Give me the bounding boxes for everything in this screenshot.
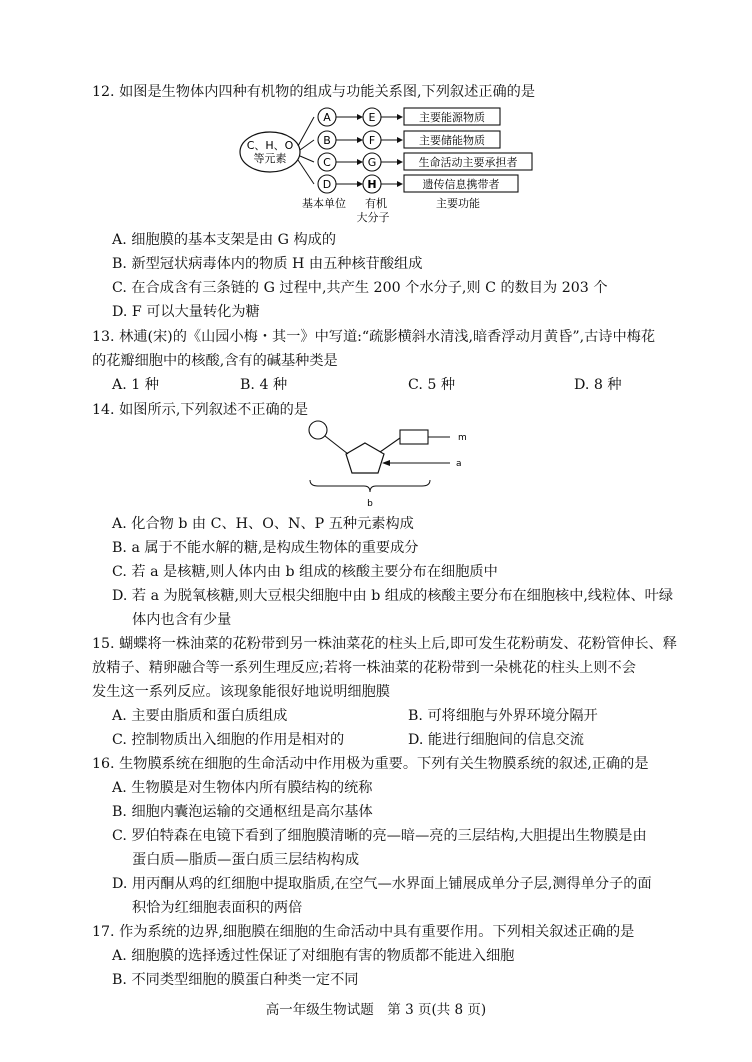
- unit-d: [318, 175, 336, 193]
- q16-option-a: A. 生物膜是对生物体内所有膜结构的统称: [112, 780, 373, 796]
- svg-text:D: D: [322, 178, 332, 191]
- q16-option-c: C. 罗伯特森在电镜下看到了细胞膜清晰的亮—暗—亮的三层结构,大胆提出生物膜是由: [112, 828, 647, 844]
- svg-text:主要储能物质: 主要储能物质: [419, 134, 485, 147]
- svg-text:主要能源物质: 主要能源物质: [419, 111, 485, 124]
- svg-text:遗传信息携带者: 遗传信息携带者: [422, 178, 500, 191]
- svg-text:A: A: [323, 111, 331, 124]
- q14-option-c: C. 若 a 是核糖,则人体内由 b 组成的核酸主要分布在细胞质中: [112, 564, 498, 580]
- label-unit: 基本单位: [302, 197, 346, 210]
- q13-option-b: B. 4 种: [240, 377, 288, 393]
- q17-option-b: B. 不同类型细胞的膜蛋白种类一定不同: [112, 972, 359, 988]
- label-function: 主要功能: [436, 197, 480, 210]
- q14-option-d-cont: 体内也含有少量: [132, 612, 232, 628]
- q16-stem: 16. 生物膜系统在细胞的生命活动中作用极为重要。下列有关生物膜系统的叙述,正确的是: [92, 756, 649, 772]
- label-b: b: [367, 499, 373, 509]
- macro-h: [363, 175, 381, 193]
- macro-f: [363, 131, 381, 149]
- q15-option-b: B. 可将细胞与外界环境分隔开: [408, 708, 598, 724]
- svg-text:G: G: [367, 156, 377, 169]
- q12-diagram: [236, 104, 546, 226]
- q17-option-a: A. 细胞膜的选择透过性保证了对细胞有害的物质都不能进入细胞: [112, 948, 515, 964]
- q14-option-d: D. 若 a 为脱氧核糖,则大豆根尖细胞中由 b 组成的核酸主要分布在细胞核中,线粒体、叶绿: [112, 588, 674, 604]
- svg-text:H: H: [367, 178, 377, 191]
- macro-g: [363, 153, 381, 171]
- q12-option-c: C. 在合成含有三条链的 G 过程中,共产生 200 个水分子,则 C 的数目为 203 个: [112, 280, 608, 296]
- q16-option-b: B. 细胞内囊泡运输的交通枢纽是高尔基体: [112, 804, 373, 820]
- label-macro-1: 有机: [365, 197, 387, 210]
- function-box-3: [404, 153, 532, 170]
- q12-option-d: D. F 可以大量转化为糖: [112, 304, 260, 320]
- label-m: m: [458, 433, 467, 443]
- page-footer: 高一年级生物试题 第 3 页(共 8 页): [265, 1002, 487, 1018]
- q13-stem-2: 的花瓣细胞中的核酸,含有的碱基种类是: [92, 353, 338, 369]
- unit-b: [318, 131, 336, 149]
- q14-option-a: A. 化合物 b 由 C、H、O、N、P 五种元素构成: [112, 516, 414, 532]
- q14-nucleotide-diagram: [300, 418, 480, 510]
- q13-option-c: C. 5 种: [408, 377, 456, 393]
- q12-option-b: B. 新型冠状病毒体内的物质 H 由五种核苷酸组成: [112, 256, 423, 272]
- pentose-pentagon: [346, 443, 384, 473]
- q15-stem-1: 15. 蝴蝶将一株油菜的花粉带到另一株油菜花的柱头上后,即可发生花粉萌发、花粉管伸长、释: [92, 636, 677, 652]
- svg-text:E: E: [368, 111, 376, 124]
- elements-label-2: 等元素: [253, 152, 287, 165]
- function-box-2: [404, 131, 500, 148]
- q12-stem: 12. 如图是生物体内四种有机物的组成与功能关系图,下列叙述正确的是: [92, 84, 536, 100]
- q15-option-d: D. 能进行细胞间的信息交流: [408, 732, 584, 748]
- q15-option-c: C. 控制物质出入细胞的作用是相对的: [112, 732, 345, 748]
- q15-option-a: A. 主要由脂质和蛋白质组成: [112, 708, 288, 724]
- unit-a: [318, 108, 336, 126]
- elements-label: C、H、O: [246, 139, 294, 152]
- label-a: a: [456, 459, 462, 469]
- q13-option-a: A. 1 种: [112, 377, 159, 393]
- q14-stem: 14. 如图所示,下列叙述不正确的是: [92, 402, 309, 418]
- q12-option-a: A. 细胞膜的基本支架是由 G 构成的: [112, 232, 337, 248]
- q17-stem: 17. 作为系统的边界,细胞膜在细胞的生命活动中具有重要作用。下列相关叙述正确的是: [92, 924, 635, 940]
- svg-text:生命活动主要承担者: 生命活动主要承担者: [418, 156, 518, 169]
- q13-stem-1: 13. 林逋(宋)的《山园小梅・其一》中写道:“疏影横斜水清浅,暗香浮动月黄昏”,古诗中梅花: [92, 329, 656, 345]
- q15-stem-3: 发生这一系列反应。该现象能很好地说明细胞膜: [92, 684, 390, 700]
- base-rectangle: [400, 430, 428, 444]
- svg-text:F: F: [368, 134, 376, 147]
- unit-c: [318, 153, 336, 171]
- svg-text:C: C: [323, 156, 331, 169]
- q16-option-d-cont: 积恰为红细胞表面积的两倍: [132, 900, 303, 916]
- q13-option-d: D. 8 种: [574, 377, 622, 393]
- function-box-1: [404, 108, 500, 125]
- q16-option-d: D. 用丙酮从鸡的红细胞中提取脂质,在空气—水界面上铺展成单分子层,测得单分子的面: [112, 876, 652, 892]
- macro-e: [363, 108, 381, 126]
- phosphate-circle: [309, 421, 327, 439]
- q15-stem-2: 放精子、精卵融合等一系列生理反应;若将一株油菜的花粉带到一朵桃花的柱头上则不会: [92, 660, 636, 676]
- q16-option-c-cont: 蛋白质—脂质—蛋白质三层结构构成: [132, 852, 360, 868]
- q14-option-b: B. a 属于不能水解的糖,是构成生物体的重要成分: [112, 540, 419, 556]
- label-macro-2: 大分子: [356, 211, 390, 224]
- brace-b: [310, 480, 430, 492]
- function-box-4: [404, 175, 518, 192]
- svg-text:B: B: [323, 134, 331, 147]
